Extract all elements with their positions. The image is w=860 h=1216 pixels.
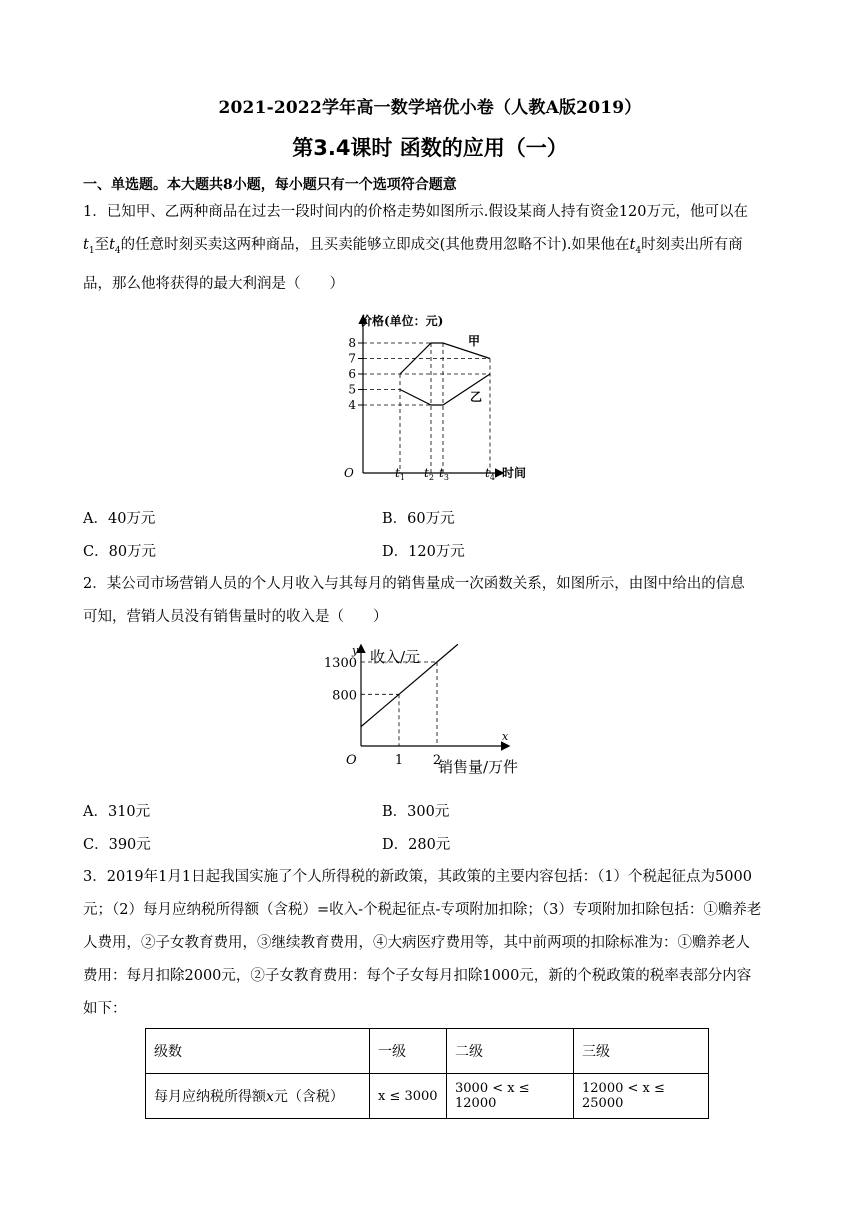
x-tick-label: $t_3$ (439, 466, 449, 482)
q3-line3: 人费用，②子女教育费用，③继续教育费用，④大病医疗费用等，其中前两项的扣除标准为：①赡养老人 (83, 935, 750, 951)
table-cell: 三级 (574, 1029, 709, 1074)
q1-line2: $t_1$至$t_4$的任意时刻买卖这两种商品，且买卖能够立即成交(其他费用忽略不计).如果他在$t_4$时刻卖出所有商 (83, 237, 743, 256)
q1-option-b[interactable]: B．60万元 (382, 511, 455, 527)
x-axis-label: 时间 (502, 466, 527, 480)
x-tick-label: $t_1$ (395, 466, 405, 482)
paper-title: 2021-2022学年高一数学培优小卷（人教A版2019） (218, 98, 642, 118)
q2-option-c[interactable]: C．390元 (83, 837, 151, 853)
table-cell: 二级 (447, 1029, 574, 1074)
q2-option-d[interactable]: D．280元 (382, 837, 451, 853)
table-row (146, 1074, 709, 1119)
section-heading: 一、单选题。本大题共8小题，每小题只有一个选项符合题意 (83, 177, 457, 193)
y-tick-label: 6 (348, 367, 356, 381)
lesson-title: 第3.4课时 函数的应用（一） (292, 136, 568, 160)
q2-option-b[interactable]: B．300元 (382, 804, 450, 820)
origin-label: O (346, 753, 357, 768)
q1-line3: 品，那么他将获得的最大利润是（ ） (83, 275, 344, 292)
table-cell: 一级 (370, 1029, 447, 1074)
x-tick-label: $t_4$ (485, 466, 495, 482)
series-yi-label: 乙 (470, 390, 483, 404)
origin-label: O (344, 466, 354, 480)
q3-line1: 3．2019年1月1日起我国实施了个人所得税的新政策，其政策的主要内容包括：（1）个税起征点为5000 (83, 869, 752, 885)
q2-option-a[interactable]: A．310元 (83, 804, 151, 820)
y-tick-label: 5 (348, 382, 356, 397)
chart1-x-ticks (395, 466, 495, 482)
table-cell: 12000 < x ≤ 25000 (574, 1074, 709, 1119)
q3-line5: 如下： (83, 1001, 127, 1017)
price-trend-chart (330, 305, 540, 485)
question-2 (83, 568, 773, 634)
q1-option-a[interactable]: A．40万元 (83, 511, 156, 527)
y-tick-label: 8 (348, 336, 356, 350)
series-jia-label: 甲 (468, 334, 481, 348)
q3-line4: 费用：每月扣除2000元，②子女教育费用：每个子女每月扣除1000元，新的个税政策的税率表部分内容 (83, 968, 752, 984)
x-tick-1: 1 (394, 753, 404, 768)
y-tick-800: 800 (332, 688, 357, 704)
table-header-row (146, 1029, 709, 1074)
table-cell: 3000 < x ≤ 12000 (447, 1074, 574, 1119)
question-1 (83, 196, 773, 301)
x-var-label: x (502, 730, 509, 743)
table-cell: x ≤ 3000 (370, 1074, 447, 1119)
chart2-guides (361, 662, 437, 746)
x-tick-label: $t_2$ (424, 466, 434, 482)
q2-line1: 2．某公司市场营销人员的个人月收入与其每月的销售量成一次函数关系，如图所示，由图中给出的信息 (83, 576, 745, 592)
table-cell: 级数 (146, 1029, 370, 1074)
q3-line2: 元；（2）每月应纳税所得额（含税）=收入-个税起征点-专项附加扣除；（3）专项附加扣除包括：①赡养老 (83, 902, 762, 918)
q1-option-c[interactable]: C．80万元 (83, 544, 157, 560)
table-cell: 每月应纳税所得额x元（含税） (146, 1074, 370, 1119)
chart1-guides (363, 343, 490, 473)
chart1-y-ticks (348, 336, 363, 412)
question-3 (83, 861, 773, 1026)
y-axis-label: 收入/元 (370, 648, 421, 666)
x-tick-2: 2 (432, 753, 442, 768)
y-var-label: y (352, 644, 359, 657)
x-axis-label: 销售量/万件 (438, 758, 519, 776)
q2-line2: 可知，营销人员没有销售量时的收入是（ ） (83, 609, 388, 625)
y-tick-1300: 1300 (323, 656, 357, 671)
income-sales-chart (316, 640, 546, 780)
y-tick-label: 7 (348, 351, 356, 366)
q1-option-d[interactable]: D．120万元 (382, 544, 465, 560)
q1-line1: 1．已知甲、乙两种商品在过去一段时间内的价格走势如图所示.假设某商人持有资金120万元，他可以在 (83, 204, 749, 220)
y-tick-label: 4 (348, 398, 356, 412)
y-axis-label: 价格(单位：元) (360, 314, 444, 328)
tax-rate-table (145, 1028, 709, 1119)
